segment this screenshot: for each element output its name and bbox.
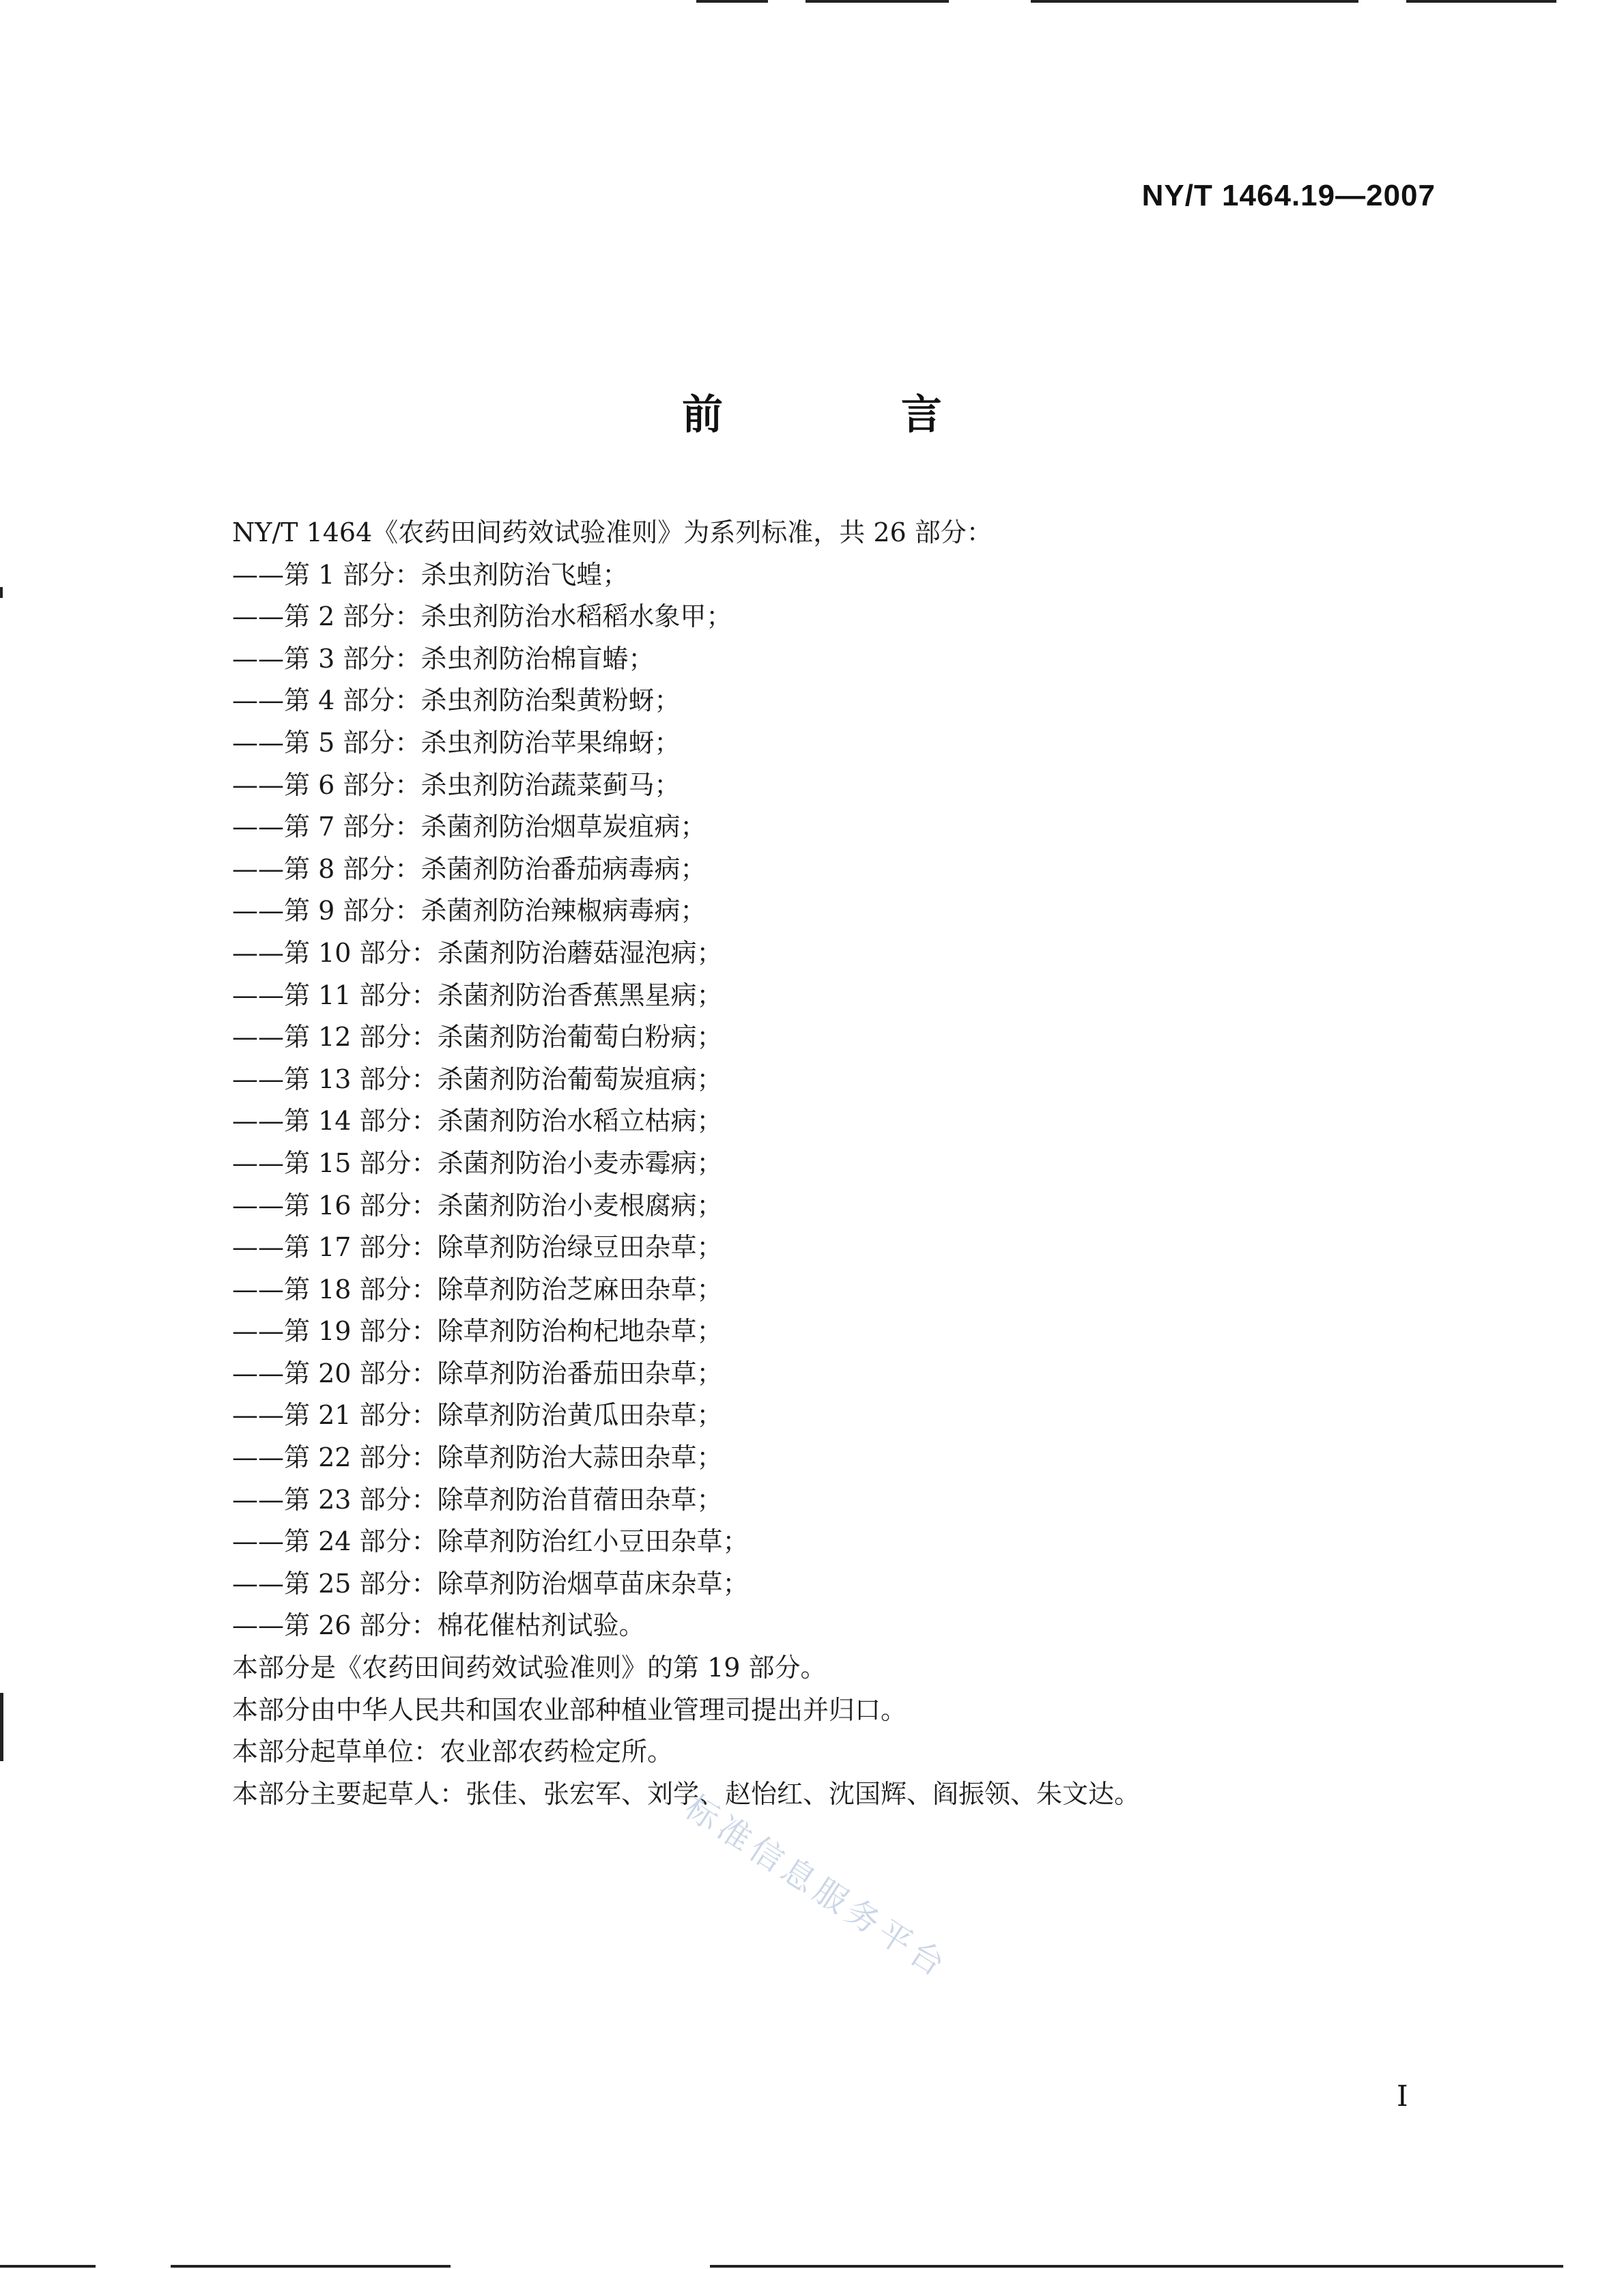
part-list-item: ——第 17 部分：除草剂防治绿豆田杂草； (232, 1232, 723, 1263)
part-list-item: ——第 20 部分：除草剂防治番茄田杂草； (232, 1358, 723, 1388)
part-list-item: ——第 23 部分：除草剂防治苜蓿田杂草； (232, 1484, 723, 1515)
scan-mark-left-2 (0, 1693, 3, 1761)
part-list-item: ——第 1 部分：杀虫剂防治飞蝗； (232, 559, 629, 590)
part-list-item: ——第 14 部分：杀菌剂防治水稻立枯病； (232, 1106, 723, 1137)
statement-line: 本部分主要起草人：张佳、张宏军、刘学、赵怡红、沈国辉、阎振领、朱文达。 (232, 1778, 1141, 1809)
document-body (232, 512, 1461, 1815)
scan-mark-top-2 (806, 0, 949, 3)
statement-line: 本部分起草单位：农业部农药检定所。 (232, 1737, 674, 1767)
watermark: 标准信息服务平台 (678, 1788, 956, 1987)
part-list-item: ——第 15 部分：杀菌剂防治小麦赤霉病； (232, 1147, 723, 1178)
part-list-item: ——第 11 部分：杀菌剂防治香蕉黑星病； (232, 980, 723, 1010)
scan-mark-left-1 (0, 587, 3, 598)
part-list-item: ——第 2 部分：杀虫剂防治水稻稻水象甲； (232, 601, 732, 632)
part-list-item: ——第 6 部分：杀虫剂防治蔬菜蓟马； (232, 769, 681, 800)
part-list-item: ——第 10 部分：杀菌剂防治蘑菇湿泡病； (232, 937, 723, 968)
part-list-item: ——第 19 部分：除草剂防治枸杞地杂草； (232, 1316, 723, 1347)
scan-mark-top-3 (1031, 0, 1358, 3)
page-number: I (1397, 2079, 1408, 2113)
part-list-item: ——第 13 部分：杀菌剂防治葡萄炭疽病； (232, 1064, 723, 1094)
part-list-item: ——第 3 部分：杀虫剂防治棉盲蝽； (232, 643, 655, 674)
part-list-item: ——第 24 部分：除草剂防治红小豆田杂草； (232, 1526, 749, 1557)
scan-mark-bottom-1 (0, 2265, 96, 2268)
part-list-item: ——第 12 部分：杀菌剂防治葡萄白粉病； (232, 1022, 723, 1053)
part-list-item: ——第 8 部分：杀菌剂防治番茄病毒病； (232, 853, 707, 884)
scan-mark-top-4 (1406, 0, 1556, 3)
scan-mark-bottom-3 (710, 2265, 1563, 2268)
statements-list (232, 1647, 1461, 1815)
part-list-item: ——第 21 部分：除草剂防治黄瓜田杂草； (232, 1400, 723, 1431)
part-list-item: ——第 25 部分：除草剂防治烟草苗床杂草； (232, 1568, 749, 1599)
part-list-item: ——第 4 部分：杀虫剂防治梨黄粉蚜； (232, 685, 681, 716)
part-list-item: ——第 5 部分：杀虫剂防治苹果绵蚜； (232, 727, 681, 758)
part-list-item: ——第 9 部分：杀菌剂防治辣椒病毒病； (232, 896, 707, 926)
part-list-item: ——第 7 部分：杀菌剂防治烟草炭疽病； (232, 812, 707, 842)
statement-line: 本部分是《农药田间药效试验准则》的第 19 部分。 (232, 1653, 827, 1683)
part-list-item: ——第 18 部分：除草剂防治芝麻田杂草； (232, 1274, 723, 1304)
part-list-item: ——第 16 部分：杀菌剂防治小麦根腐病； (232, 1190, 723, 1221)
scan-mark-bottom-2 (171, 2265, 451, 2268)
part-list-item: ——第 22 部分：除草剂防治大蒜田杂草； (232, 1442, 723, 1473)
parts-list (232, 554, 1461, 1647)
standard-code: NY/T 1464.19—2007 (1141, 179, 1436, 212)
scan-mark-top-1 (696, 0, 768, 3)
page-title: 前 言 (682, 391, 1024, 439)
part-list-item: ——第 26 部分：棉花催枯剂试验。 (232, 1610, 645, 1641)
statement-line: 本部分由中华人民共和国农业部种植业管理司提出并归口。 (232, 1694, 907, 1725)
intro-paragraph: NY/T 1464《农药田间药效试验准则》为系列标准，共 26 部分： (232, 517, 993, 547)
